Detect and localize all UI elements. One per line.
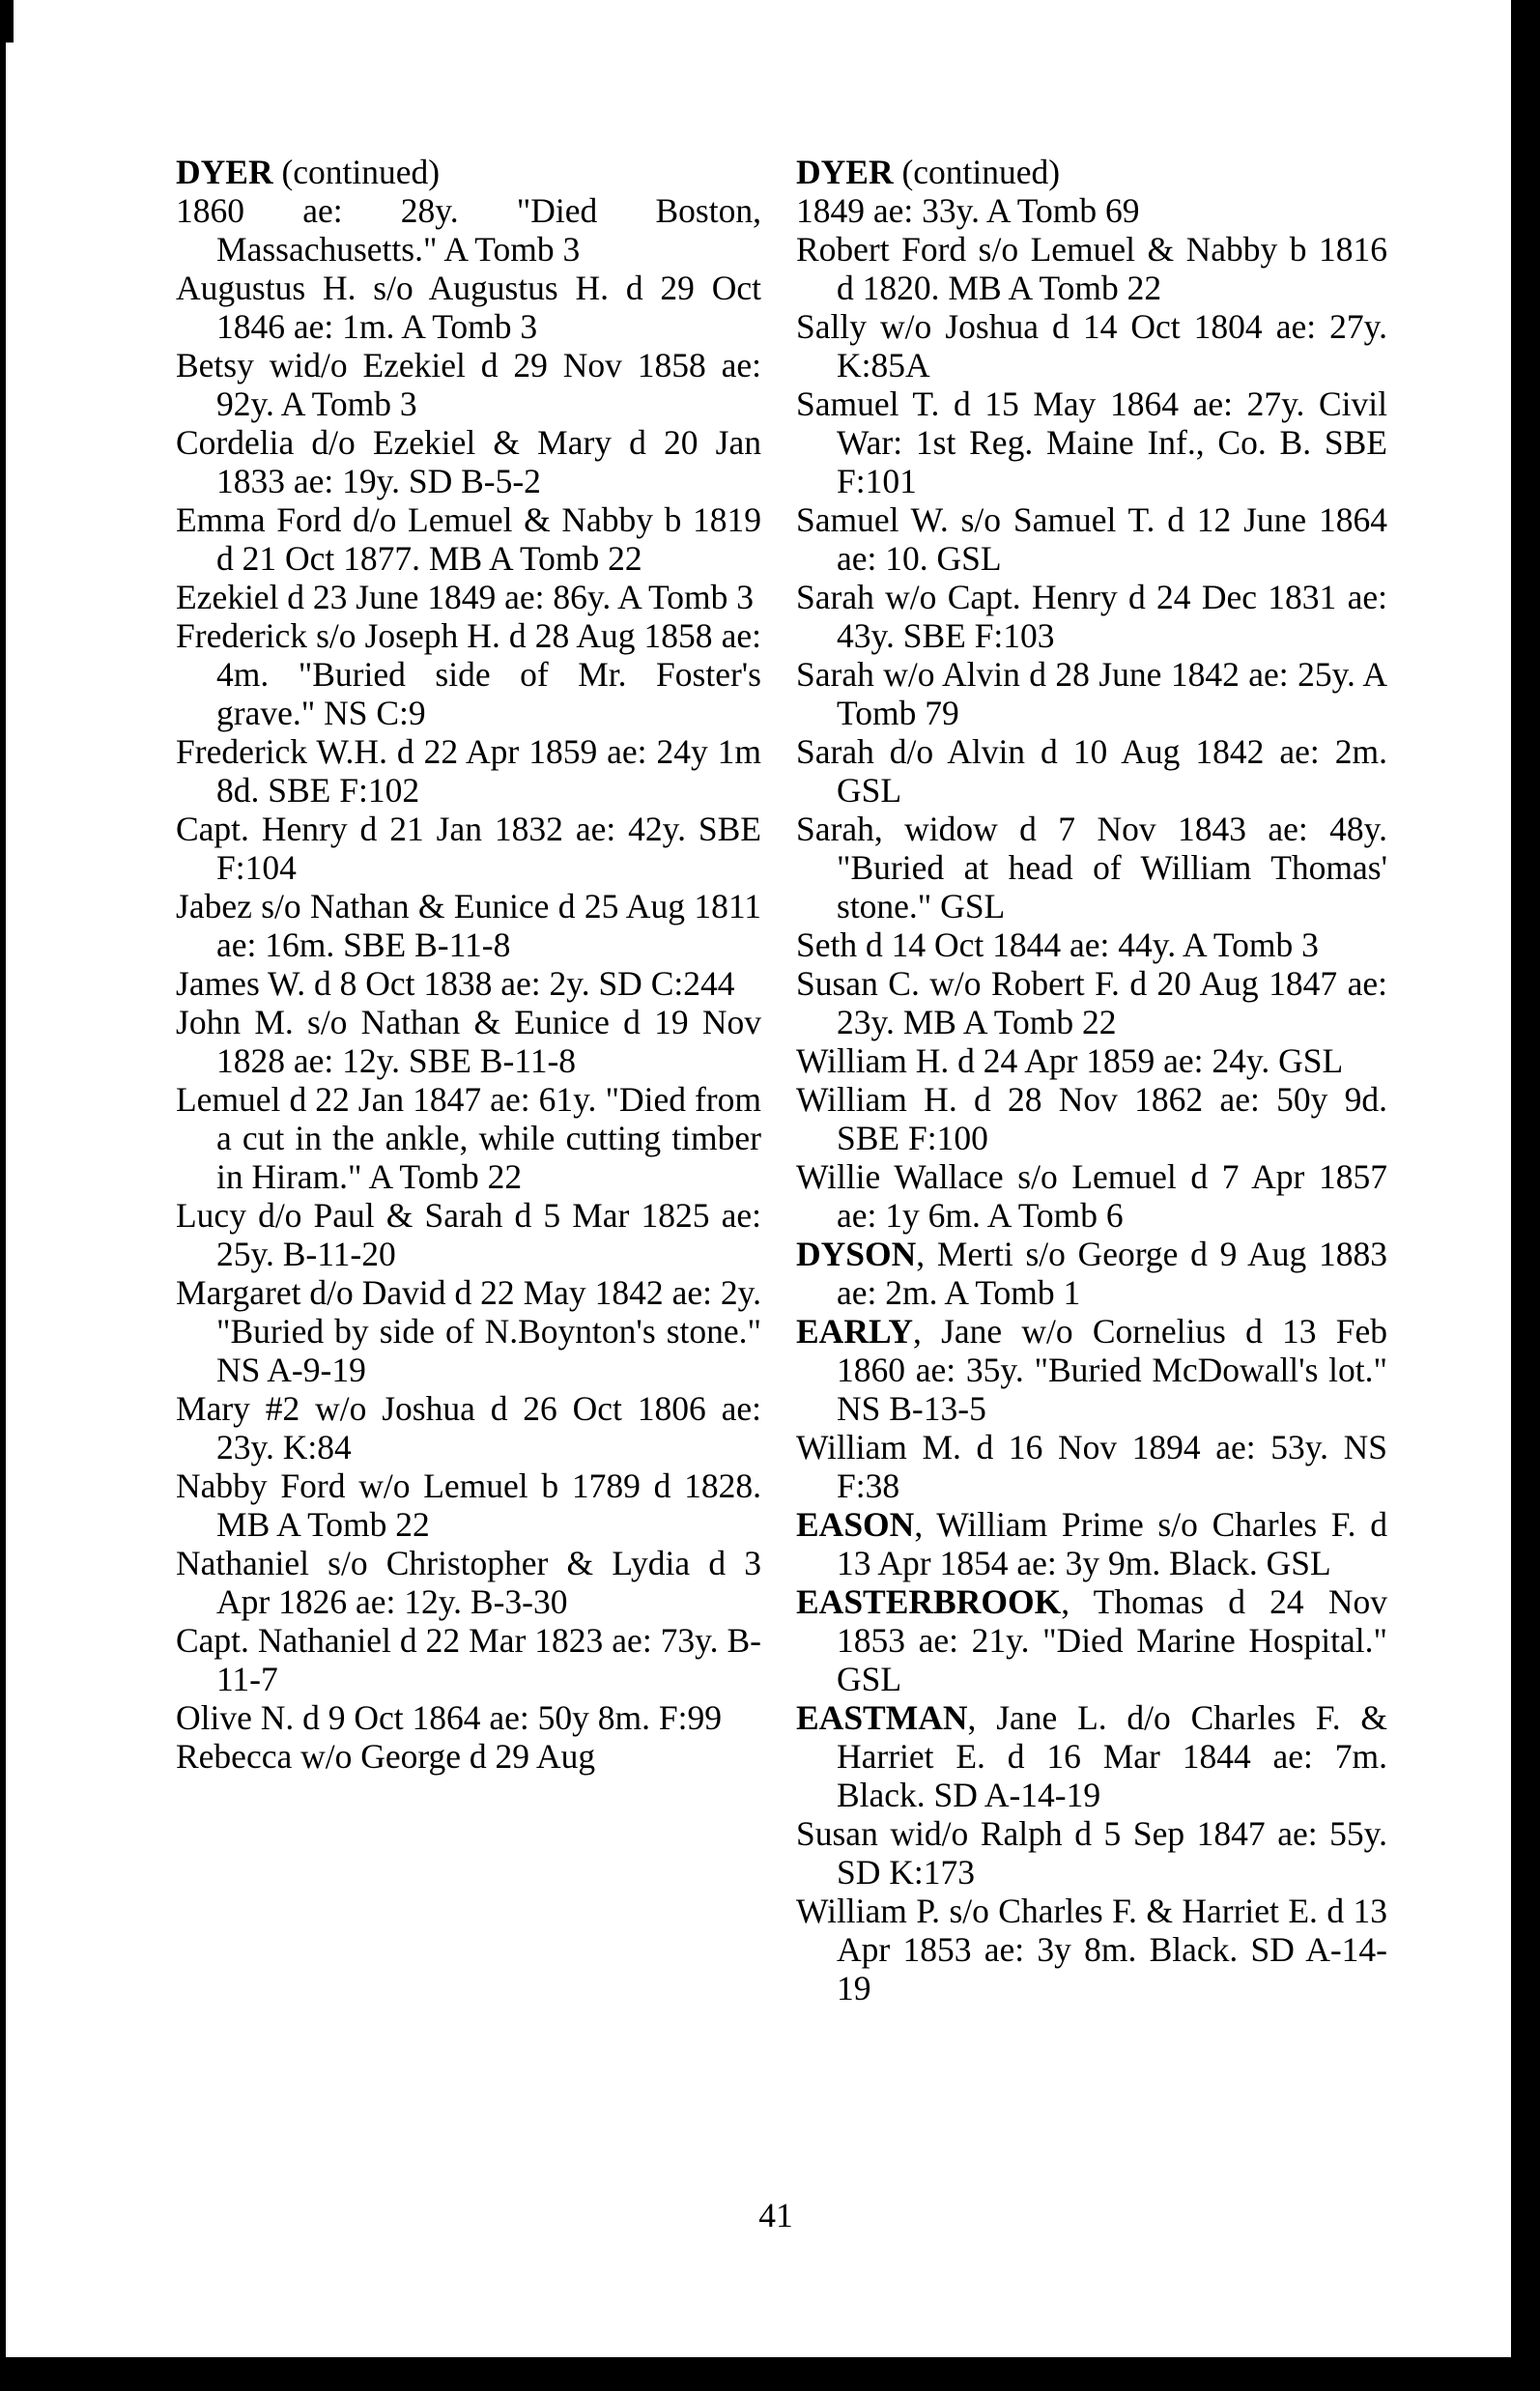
entry-text: 1849 ae: 33y. A Tomb 69 — [796, 191, 1140, 230]
left-column — [176, 153, 761, 1776]
burial-entry — [796, 732, 1387, 810]
right-column — [796, 153, 1387, 2007]
burial-entry — [796, 1157, 1387, 1235]
entry-text: , Merti s/o George d 9 Aug 1883 ae: 2m. A Tomb 1 — [837, 1235, 1387, 1312]
entry-text: , Jane w/o Cornelius d 13 Feb 1860 ae: 35y. "Buried McDowall's lot." NS B-13-5 — [837, 1312, 1387, 1428]
burial-entry: Margaret d/o David d 22 May 1842 ae: 2y. "Buried by side of N.Boynton's stone." NS A-9-19 — [176, 1273, 761, 1389]
burial-entry: Mary #2 w/o Joshua d 26 Oct 1806 ae: 23y. K:84 — [176, 1389, 761, 1466]
burial-entry: Frederick s/o Joseph H. d 28 Aug 1858 ae: 4m. "Buried side of Mr. Foster's grave." NS C:9 — [176, 616, 761, 732]
burial-entry — [796, 1041, 1387, 1080]
burial-entry — [796, 307, 1387, 384]
entry-text: Susan wid/o Ralph d 5 Sep 1847 ae: 55y. SD K:173 — [796, 1814, 1387, 1892]
entry-text: Samuel T. d 15 May 1864 ae: 27y. Civil War: 1st Reg. Maine Inf., Co. B. SBE F:101 — [796, 384, 1387, 500]
entry-text: , Thomas d 24 Nov 1853 ae: 21y. "Died Marine Hospital." GSL — [837, 1582, 1387, 1698]
right-entries — [796, 191, 1387, 2007]
burial-entry — [796, 384, 1387, 500]
burial-entry: Augustus H. s/o Augustus H. d 29 Oct 1846 ae: 1m. A Tomb 3 — [176, 269, 761, 346]
entry-text: Sarah, widow d 7 Nov 1843 ae: 48y. "Buried at head of William Thomas' stone." GSL — [796, 810, 1387, 925]
entry-text: Sarah w/o Alvin d 28 June 1842 ae: 25y. A Tomb 79 — [796, 655, 1387, 732]
entry-text: , William Prime s/o Charles F. d 13 Apr 1854 ae: 3y 9m. Black. GSL — [837, 1505, 1387, 1582]
entry-text: William H. d 24 Apr 1859 ae: 24y. GSL — [796, 1041, 1344, 1080]
surname: DYER — [796, 153, 894, 191]
entry-text: Sarah d/o Alvin d 10 Aug 1842 ae: 2m. GSL — [796, 732, 1387, 810]
burial-entry: Frederick W.H. d 22 Apr 1859 ae: 24y 1m 8d. SBE F:102 — [176, 732, 761, 810]
burial-entry — [796, 191, 1387, 230]
surname: EASTMAN — [796, 1698, 968, 1737]
entry-text: Willie Wallace s/o Lemuel d 7 Apr 1857 ae: 1y 6m. A Tomb 6 — [796, 1157, 1387, 1235]
burial-entry — [796, 1312, 1387, 1428]
surname: DYSON — [796, 1235, 917, 1273]
burial-entry — [796, 1235, 1387, 1312]
scan-edge-mark — [0, 0, 14, 43]
entry-text: William P. s/o Charles F. & Harriet E. d 13 Apr 1853 ae: 3y 8m. Black. SD A-14-19 — [796, 1892, 1387, 2007]
burial-entry — [796, 810, 1387, 925]
burial-entry: Nathaniel s/o Christopher & Lydia d 3 Apr 1826 ae: 12y. B-3-30 — [176, 1544, 761, 1621]
burial-entry — [796, 655, 1387, 732]
left-entries — [176, 191, 761, 1776]
surname: EASTERBROOK — [796, 1582, 1062, 1621]
burial-entry: Betsy wid/o Ezekiel d 29 Nov 1858 ae: 92y. A Tomb 3 — [176, 346, 761, 423]
burial-entry — [796, 230, 1387, 307]
burial-entry — [796, 1428, 1387, 1505]
burial-entry: Capt. Nathaniel d 22 Mar 1823 ae: 73y. B-11-7 — [176, 1621, 761, 1698]
entry-text: Sally w/o Joshua d 14 Oct 1804 ae: 27y. K:85A — [796, 307, 1387, 384]
burial-entry: 1860 ae: 28y. "Died Boston, Massachusetts." A Tomb 3 — [176, 191, 761, 269]
burial-entry: Lucy d/o Paul & Sarah d 5 Mar 1825 ae: 25y. B-11-20 — [176, 1196, 761, 1273]
burial-entry — [796, 1505, 1387, 1582]
burial-entry: Rebecca w/o George d 29 Aug — [176, 1737, 596, 1776]
burial-entry: Ezekiel d 23 June 1849 ae: 86y. A Tomb 3 — [176, 578, 754, 616]
page — [6, 0, 1511, 2357]
entry-text: Sarah w/o Capt. Henry d 24 Dec 1831 ae: 43y. SBE F:103 — [796, 578, 1387, 655]
heading-suffix: (continued) — [893, 153, 1061, 191]
burial-entry — [796, 1892, 1387, 2007]
burial-entry: Jabez s/o Nathan & Eunice d 25 Aug 1811 ae: 16m. SBE B-11-8 — [176, 887, 761, 964]
entry-text: Samuel W. s/o Samuel T. d 12 June 1864 ae: 10. GSL — [796, 500, 1387, 578]
entry-text: , Jane L. d/o Charles F. & Harriet E. d 16 Mar 1844 ae: 7m. Black. SD A-14-19 — [837, 1698, 1387, 1814]
burial-entry — [796, 964, 1387, 1041]
burial-entry — [796, 925, 1387, 964]
entry-text: Susan C. w/o Robert F. d 20 Aug 1847 ae: 23y. MB A Tomb 22 — [796, 964, 1387, 1041]
burial-entry: Nabby Ford w/o Lemuel b 1789 d 1828. MB A Tomb 22 — [176, 1466, 761, 1544]
surname: EARLY — [796, 1312, 914, 1351]
entry-text: William M. d 16 Nov 1894 ae: 53y. NS F:38 — [796, 1428, 1387, 1505]
page-number: 41 — [758, 2196, 793, 2234]
entry-text: Robert Ford s/o Lemuel & Nabby b 1816 d 1820. MB A Tomb 22 — [796, 230, 1387, 307]
burial-entry: Cordelia d/o Ezekiel & Mary d 20 Jan 1833 ae: 19y. SD B-5-2 — [176, 423, 761, 500]
entry-text: William H. d 28 Nov 1862 ae: 50y 9d. SBE F:100 — [796, 1080, 1387, 1157]
burial-entry — [796, 1698, 1387, 1814]
burial-entry — [796, 1814, 1387, 1892]
entry-text: Seth d 14 Oct 1844 ae: 44y. A Tomb 3 — [796, 925, 1319, 964]
section-heading — [796, 153, 1387, 191]
burial-entry: Lemuel d 22 Jan 1847 ae: 61y. "Died from a cut in the ankle, while cutting timber in Hiram." A Tomb 22 — [176, 1080, 761, 1196]
burial-entry: Olive N. d 9 Oct 1864 ae: 50y 8m. F:99 — [176, 1698, 722, 1737]
burial-entry — [796, 500, 1387, 578]
burial-entry — [796, 578, 1387, 655]
heading-suffix: (continued) — [272, 153, 441, 191]
burial-entry — [796, 1080, 1387, 1157]
surname: EASON — [796, 1505, 915, 1544]
burial-entry: John M. s/o Nathan & Eunice d 19 Nov 1828 ae: 12y. SBE B-11-8 — [176, 1003, 761, 1080]
surname: DYER — [176, 153, 273, 191]
burial-entry — [796, 1582, 1387, 1698]
section-heading — [176, 153, 761, 191]
burial-entry: Emma Ford d/o Lemuel & Nabby b 1819 d 21 Oct 1877. MB A Tomb 22 — [176, 500, 761, 578]
burial-entry: James W. d 8 Oct 1838 ae: 2y. SD C:244 — [176, 964, 735, 1003]
burial-entry: Capt. Henry d 21 Jan 1832 ae: 42y. SBE F:104 — [176, 810, 761, 887]
